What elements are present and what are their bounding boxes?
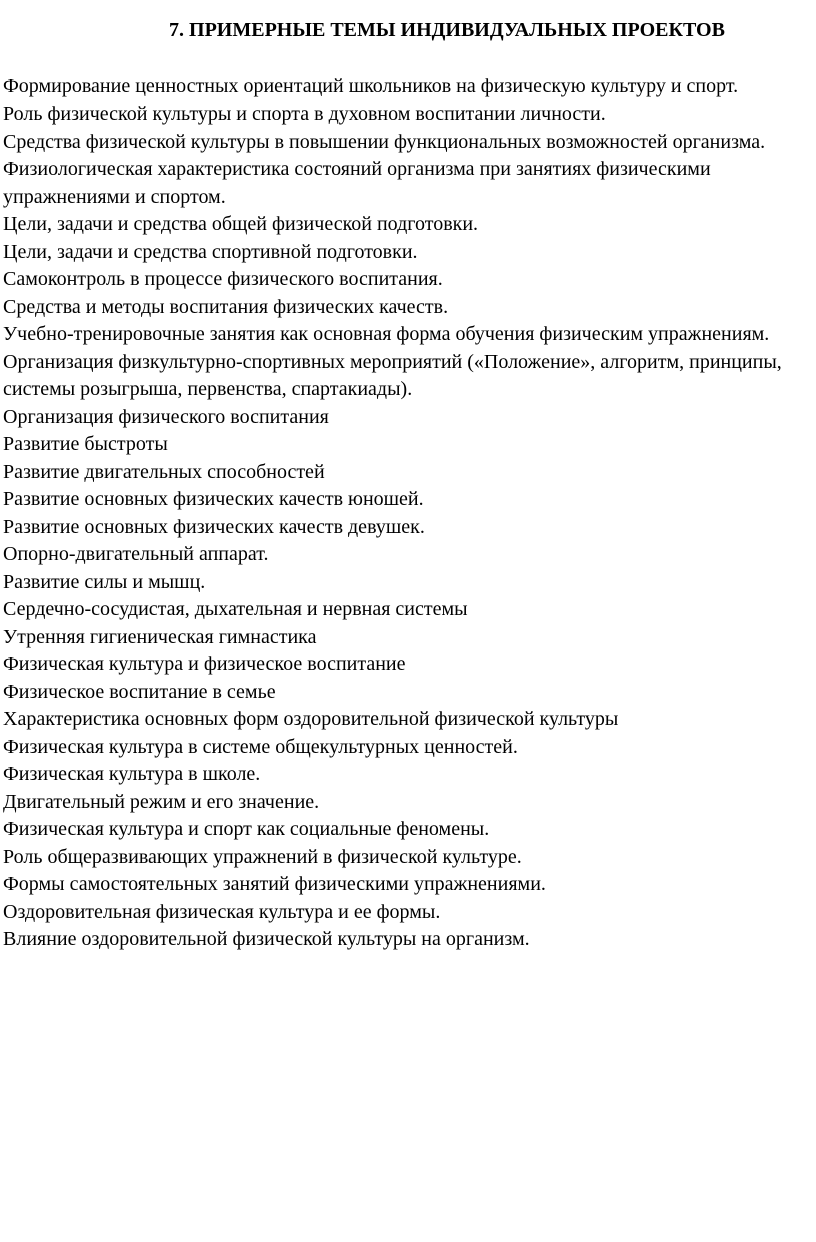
list-item: Цели, задачи и средства общей физической подготовки. xyxy=(3,213,479,235)
topic-list xyxy=(3,72,815,954)
list-item: Физическое воспитание в семье xyxy=(3,680,276,703)
list-item: Физиологическая характеристика состояний организма при занятиях физическими упражнениями и спортом. xyxy=(3,158,711,208)
list-item: Влияние оздоровительной физической культуры на организм. xyxy=(3,928,530,950)
list-item: Развитие основных физических качеств юношей. xyxy=(3,488,424,510)
list-item: Организация физкультурно-спортивных мероприятий («Положение», алгоритм, принципы, системы розыгрыша, первенства, спартакиады). xyxy=(3,350,782,400)
list-item: Сердечно-сосудистая, дыхательная и нервная системы xyxy=(3,598,468,620)
list-item: Физическая культура и физическое воспитание xyxy=(3,653,406,675)
list-item: Цели, задачи и средства спортивной подготовки. xyxy=(3,240,418,263)
list-item: Развитие силы и мышц. xyxy=(3,570,206,593)
list-item: Формирование ценностных ориентаций школьников на физическую культуру и спорт. xyxy=(3,75,739,97)
list-item: Организация физического воспитания xyxy=(3,405,329,428)
list-item: Физическая культура и спорт как социальные феномены. xyxy=(3,818,490,840)
list-item: Самоконтроль в процессе физического воспитания. xyxy=(3,268,443,290)
list-item: Роль общеразвивающих упражнений в физической культуре. xyxy=(3,845,522,868)
page-title: 7. ПРИМЕРНЫЕ ТЕМЫ ИНДИВИДУАЛЬНЫХ ПРОЕКТОВ xyxy=(169,19,725,42)
list-item: Роль физической культуры и спорта в духовном воспитании личности. xyxy=(3,103,606,125)
list-item: Формы самостоятельных занятий физическими упражнениями. xyxy=(3,873,546,895)
list-item: Оздоровительная физическая культура и ее формы. xyxy=(3,900,441,923)
list-item: Физическая культура в школе. xyxy=(3,763,261,785)
list-item: Двигательный режим и его значение. xyxy=(3,790,320,813)
list-item: Развитие основных физических качеств девушек. xyxy=(3,515,425,538)
list-item: Характеристика основных форм оздоровительной физической культуры xyxy=(3,708,619,730)
list-item: Средства физической культуры в повышении функциональных возможностей организма. xyxy=(3,130,766,153)
list-item: Утренняя гигиеническая гимнастика xyxy=(3,625,317,648)
list-item: Физическая культура в системе общекультурных ценностей. xyxy=(3,735,518,758)
list-item: Опорно-двигательный аппарат. xyxy=(3,543,269,565)
list-item: Развитие двигательных способностей xyxy=(3,460,325,483)
list-item: Средства и методы воспитания физических качеств. xyxy=(3,295,449,318)
list-item: Учебно-тренировочные занятия как основная форма обучения физическим упражнениям. xyxy=(3,323,770,345)
list-item: Развитие быстроты xyxy=(3,433,168,455)
